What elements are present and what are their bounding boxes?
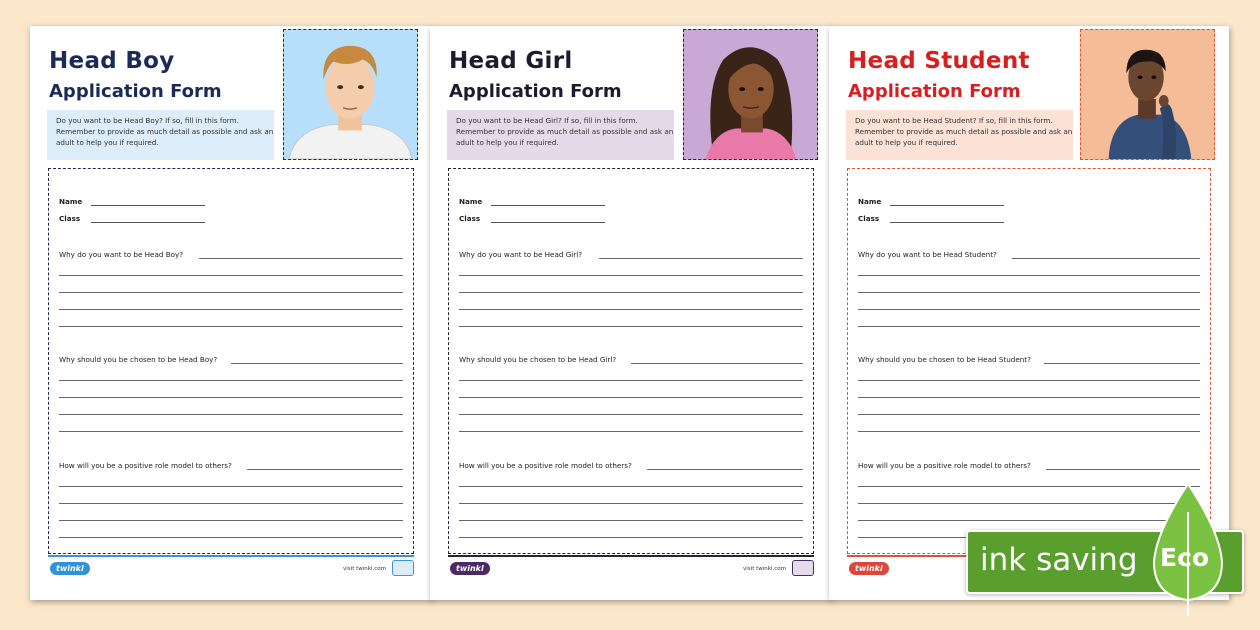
twinkl-logo: twinkl [50, 562, 90, 575]
answer-line[interactable] [59, 397, 403, 398]
name-label: Name [459, 197, 483, 206]
answer-line[interactable] [459, 503, 803, 504]
question-2: Why should you be chosen to be Head Girl? [459, 355, 617, 364]
answer-line[interactable] [459, 309, 803, 310]
boy-illustration [284, 30, 417, 159]
answer-line[interactable] [858, 275, 1200, 276]
answer-line[interactable] [459, 537, 803, 538]
page-subtitle: Application Form [449, 81, 622, 102]
answer-line[interactable] [59, 537, 403, 538]
answer-line[interactable] [459, 397, 803, 398]
question-2: Why should you be chosen to be Head Boy? [59, 355, 218, 364]
answer-line[interactable] [459, 414, 803, 415]
class-label: Class [459, 214, 481, 223]
class-label: Class [858, 214, 880, 223]
answer-line[interactable] [59, 275, 403, 276]
eco-label: Eco [1160, 543, 1210, 572]
name-input[interactable] [91, 205, 205, 206]
answer-line[interactable] [459, 275, 803, 276]
question-3: How will you be a positive role model to others? [459, 461, 632, 470]
answer-line[interactable] [59, 503, 403, 504]
answer-line[interactable] [858, 326, 1200, 327]
answer-line[interactable] [858, 292, 1200, 293]
footer-badge-icon [792, 560, 814, 576]
footer-divider [448, 555, 814, 557]
answer-line[interactable] [459, 520, 803, 521]
ink-saving-label: ink saving [980, 542, 1138, 578]
name-label: Name [59, 197, 83, 206]
answer-line[interactable] [858, 431, 1200, 432]
class-input[interactable] [890, 222, 1004, 223]
answer-line[interactable] [599, 258, 803, 259]
girl-portrait [683, 29, 818, 160]
answer-line[interactable] [59, 380, 403, 381]
boy-portrait [283, 29, 418, 160]
class-input[interactable] [491, 222, 605, 223]
footer-url: visit twinkl.com [743, 566, 786, 572]
page-title: Head Student [848, 48, 1030, 74]
footer-badge-icon [392, 560, 414, 576]
answer-line[interactable] [1044, 363, 1200, 364]
answer-line[interactable] [858, 414, 1200, 415]
footer-divider [48, 555, 414, 557]
answer-line[interactable] [59, 292, 403, 293]
student-illustration [1081, 30, 1214, 159]
page-subtitle: Application Form [848, 81, 1021, 102]
answer-line[interactable] [459, 292, 803, 293]
twinkl-logo: twinkl [849, 562, 889, 575]
application-form [448, 168, 814, 554]
answer-line[interactable] [59, 431, 403, 432]
question-1: Why do you want to be Head Boy? [59, 250, 184, 259]
answer-line[interactable] [231, 363, 403, 364]
answer-line[interactable] [858, 397, 1200, 398]
page-title: Head Boy [49, 48, 175, 74]
answer-line[interactable] [59, 486, 403, 487]
intro-text: Do you want to be Head Boy? If so, fill in this form. Remember to provide as much detail as possible and ask an adult to help you if required. [47, 110, 274, 160]
answer-line[interactable] [858, 309, 1200, 310]
answer-line[interactable] [247, 469, 403, 470]
answer-line[interactable] [647, 469, 803, 470]
class-input[interactable] [91, 222, 205, 223]
answer-line[interactable] [459, 380, 803, 381]
question-3: How will you be a positive role model to others? [59, 461, 232, 470]
answer-line[interactable] [459, 431, 803, 432]
answer-line[interactable] [59, 309, 403, 310]
answer-line[interactable] [459, 486, 803, 487]
question-1: Why do you want to be Head Girl? [459, 250, 583, 259]
answer-line[interactable] [199, 258, 403, 259]
twinkl-logo: twinkl [450, 562, 490, 575]
head-boy-page [30, 26, 432, 600]
page-subtitle: Application Form [49, 81, 222, 102]
name-input[interactable] [890, 205, 1004, 206]
intro-text: Do you want to be Head Student? If so, fill in this form. Remember to provide as much detail as possible and ask an adult to help you if required. [846, 110, 1073, 160]
student-portrait [1080, 29, 1215, 160]
application-form [48, 168, 414, 554]
footer-url: visit twinkl.com [343, 566, 386, 572]
name-input[interactable] [491, 205, 605, 206]
answer-line[interactable] [59, 520, 403, 521]
answer-line[interactable] [59, 326, 403, 327]
question-3: How will you be a positive role model to others? [858, 461, 1031, 470]
answer-line[interactable] [59, 414, 403, 415]
head-girl-page [430, 26, 832, 600]
class-label: Class [59, 214, 81, 223]
girl-illustration [684, 30, 817, 159]
answer-line[interactable] [858, 380, 1200, 381]
answer-line[interactable] [1046, 469, 1200, 470]
question-2: Why should you be chosen to be Head Student? [858, 355, 1031, 364]
answer-line[interactable] [1012, 258, 1200, 259]
name-label: Name [858, 197, 882, 206]
question-1: Why do you want to be Head Student? [858, 250, 997, 259]
page-title: Head Girl [449, 48, 573, 74]
answer-line[interactable] [631, 363, 803, 364]
answer-line[interactable] [459, 326, 803, 327]
intro-text: Do you want to be Head Girl? If so, fill in this form. Remember to provide as much detail as possible and ask an adult to help you if required. [447, 110, 674, 160]
